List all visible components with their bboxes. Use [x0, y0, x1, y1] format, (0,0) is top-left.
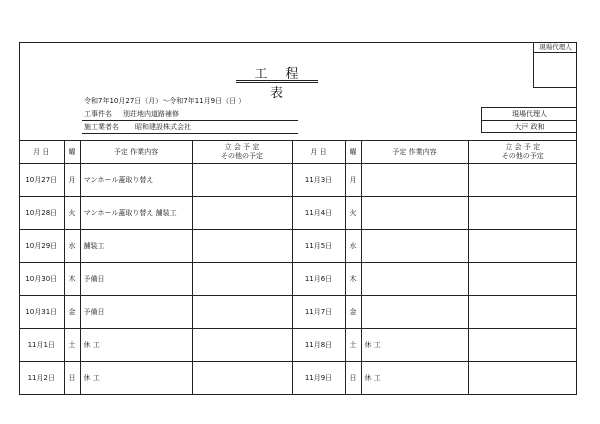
site-agent-box — [481, 107, 577, 133]
row-note — [192, 362, 292, 395]
period-text: 令和7年10月27日（月）～令和7年11月9日（日 ） — [84, 97, 246, 105]
row-work-right: 休 工 — [361, 362, 468, 395]
stamp-box — [533, 42, 577, 88]
row-weekday-right: 金 — [345, 296, 361, 329]
table-header-row — [19, 141, 577, 164]
row-work: 予備日 — [80, 263, 192, 296]
row-note — [192, 230, 292, 263]
row-date: 10月27日 — [19, 164, 64, 197]
row-date-right: 11月7日 — [292, 296, 345, 329]
row-work: 休 工 — [80, 329, 192, 362]
table-row — [19, 164, 577, 197]
row-date: 10月28日 — [19, 197, 64, 230]
stamp-label: 現場代理人 — [534, 42, 577, 53]
contractor-label: 施工業者名 — [84, 123, 119, 131]
header-date: 月 日 — [19, 141, 64, 164]
table-row — [19, 230, 577, 263]
contractor-underline — [82, 133, 298, 134]
header-inspection-right — [468, 141, 577, 164]
row-date: 11月1日 — [19, 329, 64, 362]
row-date-right: 11月3日 — [292, 164, 345, 197]
row-work-right — [361, 197, 468, 230]
row-weekday: 金 — [64, 296, 80, 329]
contractor-name: 昭和建設株式会社 — [135, 123, 191, 131]
site-agent-label: 現場代理人 — [512, 110, 547, 118]
title-underline — [236, 80, 318, 81]
row-date-right: 11月8日 — [292, 329, 345, 362]
row-work-right — [361, 230, 468, 263]
row-note — [192, 329, 292, 362]
row-weekday-right: 火 — [345, 197, 361, 230]
table-row — [19, 329, 577, 362]
row-work: マンホール蓋取り替え — [80, 164, 192, 197]
row-weekday: 月 — [64, 164, 80, 197]
row-work-right — [361, 263, 468, 296]
header-date-right: 月 日 — [292, 141, 345, 164]
table-row — [19, 197, 577, 230]
row-note — [192, 164, 292, 197]
row-date: 10月30日 — [19, 263, 64, 296]
row-work: 予備日 — [80, 296, 192, 329]
row-weekday-right: 木 — [345, 263, 361, 296]
row-note — [192, 197, 292, 230]
row-note-right — [468, 263, 577, 296]
project-underline — [82, 120, 298, 121]
header-work: 予定 作業内容 — [80, 141, 192, 164]
row-note-right — [468, 362, 577, 395]
row-work: 休 工 — [80, 362, 192, 395]
header-inspection — [192, 141, 292, 164]
row-date-right: 11月4日 — [292, 197, 345, 230]
row-date: 11月2日 — [19, 362, 64, 395]
row-work: マンホール蓋取り替え 舗装工 — [80, 197, 192, 230]
row-note — [192, 263, 292, 296]
header-inspection-line1: 立 会 予 定 — [224, 143, 260, 151]
table-row — [19, 296, 577, 329]
row-date: 10月29日 — [19, 230, 64, 263]
row-weekday: 水 — [64, 230, 80, 263]
header-inspection-line2: その他の予定 — [221, 152, 263, 160]
row-note-right — [468, 230, 577, 263]
row-work-right: 休 工 — [361, 329, 468, 362]
row-note-right — [468, 296, 577, 329]
row-weekday: 土 — [64, 329, 80, 362]
header-work-right: 予定 作業内容 — [361, 141, 468, 164]
title-underline-double — [236, 82, 318, 83]
row-weekday-right: 日 — [345, 362, 361, 395]
project-label: 工事件名 — [84, 110, 112, 118]
row-date-right: 11月6日 — [292, 263, 345, 296]
row-work: 舗装工 — [80, 230, 192, 263]
row-date-right: 11月9日 — [292, 362, 345, 395]
row-work-right — [361, 296, 468, 329]
row-note-right — [468, 164, 577, 197]
row-date-right: 11月5日 — [292, 230, 345, 263]
schedule-table — [19, 140, 577, 394]
row-weekday: 日 — [64, 362, 80, 395]
header-inspection-right-line2: その他の予定 — [501, 152, 544, 160]
header-weekday: 曜 — [64, 141, 80, 164]
row-weekday: 木 — [64, 263, 80, 296]
site-agent-name: 大戸 政和 — [514, 123, 545, 131]
table-row — [19, 362, 577, 395]
row-note-right — [468, 197, 577, 230]
row-weekday-right: 水 — [345, 230, 361, 263]
row-work-right — [361, 164, 468, 197]
header-weekday-right: 曜 — [345, 141, 361, 164]
header-inspection-right-line1: 立 会 予 定 — [505, 143, 541, 151]
row-weekday: 火 — [64, 197, 80, 230]
row-weekday-right: 土 — [345, 329, 361, 362]
row-note-right — [468, 329, 577, 362]
row-weekday-right: 月 — [345, 164, 361, 197]
page-title: 工 程 表 — [254, 67, 306, 101]
table-row — [19, 263, 577, 296]
project-name: 別荘地内道路補修 — [123, 110, 179, 118]
row-note — [192, 296, 292, 329]
row-date: 10月31日 — [19, 296, 64, 329]
